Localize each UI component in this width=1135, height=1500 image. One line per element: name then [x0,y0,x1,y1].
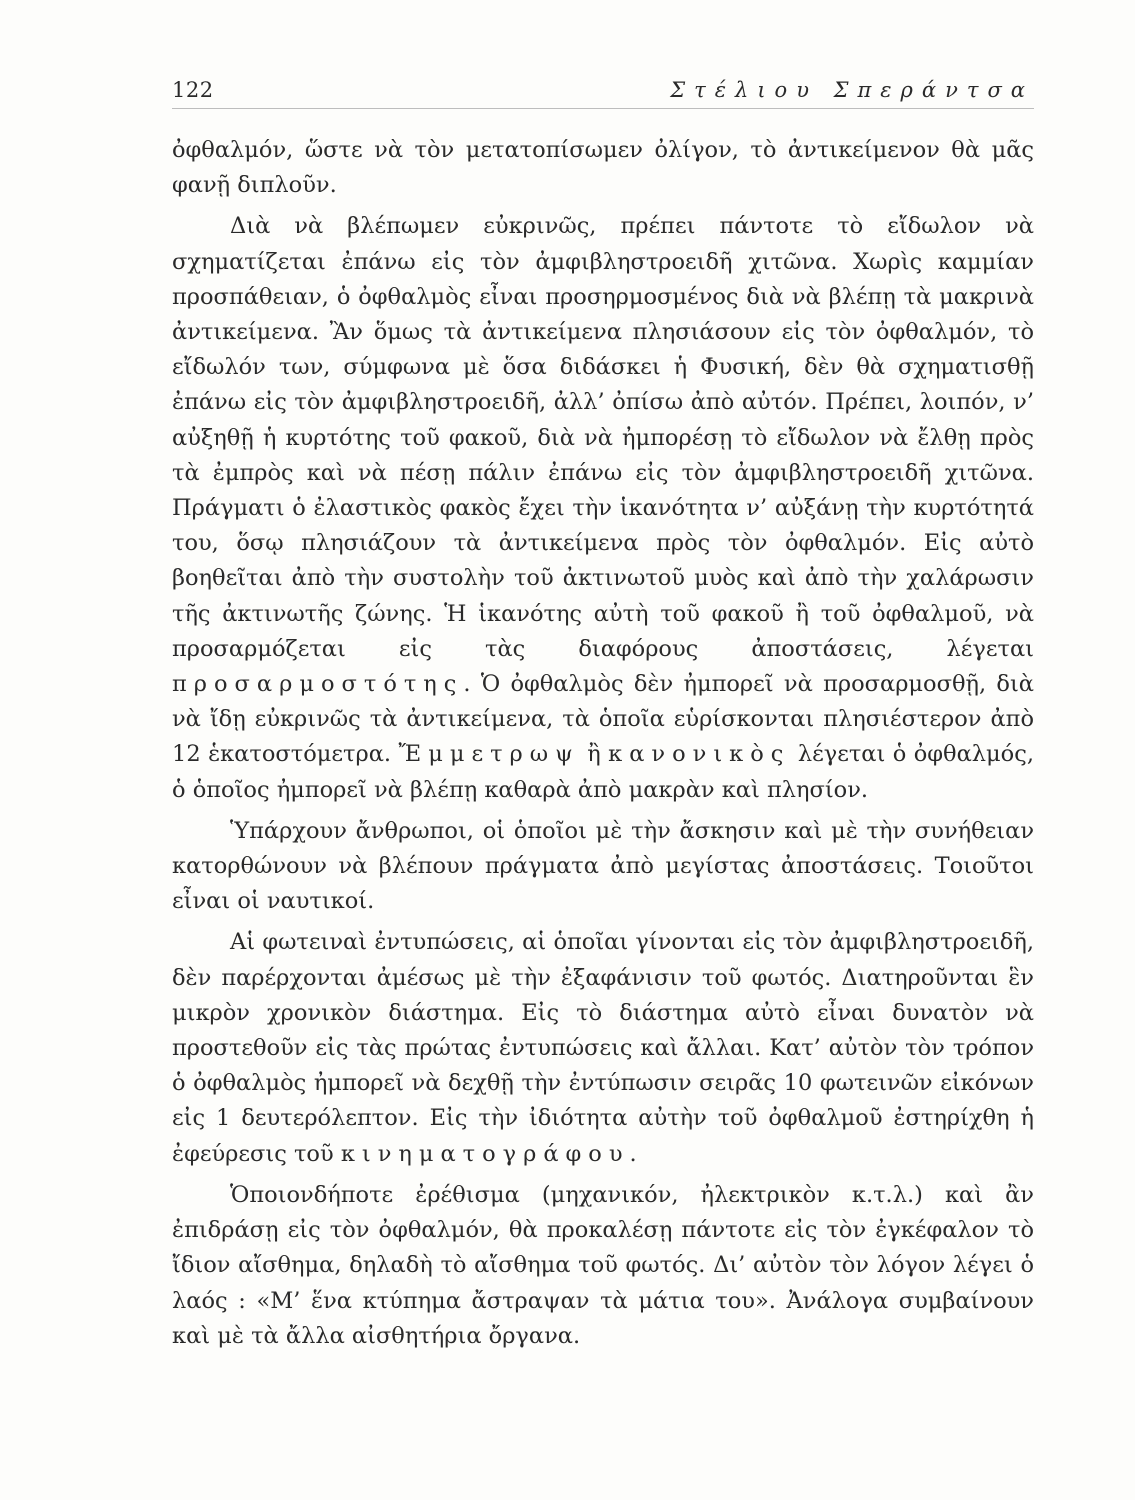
text-run: . [629,1140,637,1167]
text-run: . Ὁ ὀφθαλμὸς δὲν ἠμπορεῖ νὰ προσαρμοσθῇ, διὰ νὰ ἴδῃ εὐκρινῶς τὰ ἀντικείμενα, τὰ ὁποῖα εὑρίσκονται πλησιέστερον ἀπὸ 12 ἑκατοστόμετρα. [172,671,1034,768]
body-text [172,133,1034,1360]
spaced-term: κινηματογράφου [340,1140,630,1167]
spaced-term: Ἔμμετρωψ [398,741,580,768]
text-run: Αἱ φωτειναὶ ἐντυπώσεις, αἱ ὁποῖαι γίνονται εἰς τὸν ἀμφιβληστροειδῆ, δὲν παρέρχονται ἀμέσως μὲ τὴν ἐξαφάνισιν τοῦ φωτός. Διατηροῦνται ἓν μικρὸν χρονικὸν διάστημα. Εἰς τὸ διάστημα αὐτὸ εἶναι δυνατὸν νὰ προστεθοῦν εἰς τὰς πρώτας ἐντυπώσεις καὶ ἄλλαι. Κατ’ αὐτὸν τὸν τρόπον ὁ ὀφθαλμὸς ἠμπορεῖ νὰ δεχθῇ τὴν ἐντύπωσιν σειρᾶς 10 φωτεινῶν εἰκόνων εἰς 1 δευτερόλεπτον. Εἰς τὴν ἰδιότητα αὐτὴν τοῦ ὀφθαλμοῦ ἐστηρίχθη ἡ ἐφεύρεσις τοῦ [172,929,1034,1167]
paragraph: Ὁποιονδήποτε ἐρέθισμα (μηχανικόν, ἠλεκτρικὸν κ.τ.λ.) καὶ ἂν ἐπιδράσῃ εἰς τὸν ὀφθαλμόν, θὰ προκαλέσῃ πάντοτε εἰς τὸν ἐγκέφαλον τὸ ἴδιον αἴσθημα, δηλαδὴ τὸ αἴσθημα τοῦ φωτός. Δι’ αὐτὸν τὸν λόγον λέγει ὁ λαός : «Μ’ ἕνα κτύπημα ἄστραψαν τὰ μάτια του». Ἀνάλογα συμβαίνουν καὶ μὲ τὰ ἄλλα αἰσθητήρια ὄργανα. [172,1181,1034,1349]
text-run: Διὰ νὰ βλέπωμεν εὐκρινῶς, πρέπει πάντοτε τὸ εἴδωλον νὰ σχηματίζεται ἐπάνω εἰς τὸν ἀμφιβληστροειδῆ χιτῶνα. Χωρὶς καμμίαν προσπάθειαν, ὁ ὀφθαλμὸς εἶναι προσηρμοσμένος διὰ νὰ βλέπῃ τὰ μακρινὰ ἀντικείμενα. Ἂν ὅμως τὰ ἀντικείμενα πλησιάσουν εἰς τὸν ὀφθαλμόν, τὸ εἴδωλόν των, σύμφωνα μὲ ὅσα διδάσκει ἡ Φυσική, δὲν θὰ σχηματισθῇ ἐπάνω εἰς τὸν ἀμφιβληστροειδῆ, ἀλλ’ ὀπίσω ἀπὸ αὐτόν. Πρέπει, λοιπόν, ν’ αὐξηθῇ ἡ κυρτότης τοῦ φακοῦ, διὰ νὰ ἠμπορέσῃ τὸ εἴδωλον νὰ ἔλθῃ πρὸς τὰ ἐμπρὸς καὶ νὰ πέσῃ πάλιν ἐπάνω εἰς τὸν ἀμφιβληστροειδῆ χιτῶνα. Πράγματι ὁ ἐλαστικὸς φακὸς ἔχει τὴν ἱκανότητα ν’ αὐξάνῃ τὴν κυρτότητά του, ὅσῳ πλησιάζουν τὰ ἀντικείμενα πρὸς τὸν ὀφθαλμόν. Εἰς αὐτὸ βοηθεῖται ἀπὸ τὴν συστολὴν τοῦ ἀκτινωτοῦ μυὸς καὶ ἀπὸ τὴν χαλάρωσιν τῆς ἀκτινωτῆς ζώνης. Ἡ ἱκανότης αὐτὴ τοῦ φακοῦ ἢ τοῦ ὀφθαλμοῦ, νὰ προσαρμόζεται εἰς τὰς διαφόρους ἀποστάσεις, λέγεται [172,213,1034,662]
spaced-term: κανονικὸς [608,741,791,768]
paragraph: Ὑπάρχουν ἄνθρωποι, οἱ ὁποῖοι μὲ τὴν ἄσκησιν καὶ μὲ τὴν συνήθειαν κατορθώνουν νὰ βλέπουν πράγματα ἀπὸ μεγίστας ἀποστάσεις. Τοιοῦτοι εἶναι οἱ ναυτικοί. [172,817,1034,915]
page-header [172,72,1034,109]
text-run: ἢ [587,741,601,768]
paragraph [172,925,1034,1171]
paragraph: ὀφθαλμόν, ὥστε νὰ τὸν μετατοπίσωμεν ὀλίγον, τὸ ἀντικείμενον θὰ μᾶς φανῇ διπλοῦν. [172,137,1034,199]
spaced-term: προσαρμοστότης [172,671,464,698]
page-number: 122 [172,78,214,102]
text-run: λέγεται ὁ ὀφθαλμός, ὁ ὁποῖος ἠμπορεῖ νὰ βλέπῃ καθαρὰ ἀπὸ μακρὰν καὶ πλησίον. [172,741,1034,803]
running-title: Στέλιου Σπεράντσα [670,78,1034,102]
paragraph [172,209,1034,807]
